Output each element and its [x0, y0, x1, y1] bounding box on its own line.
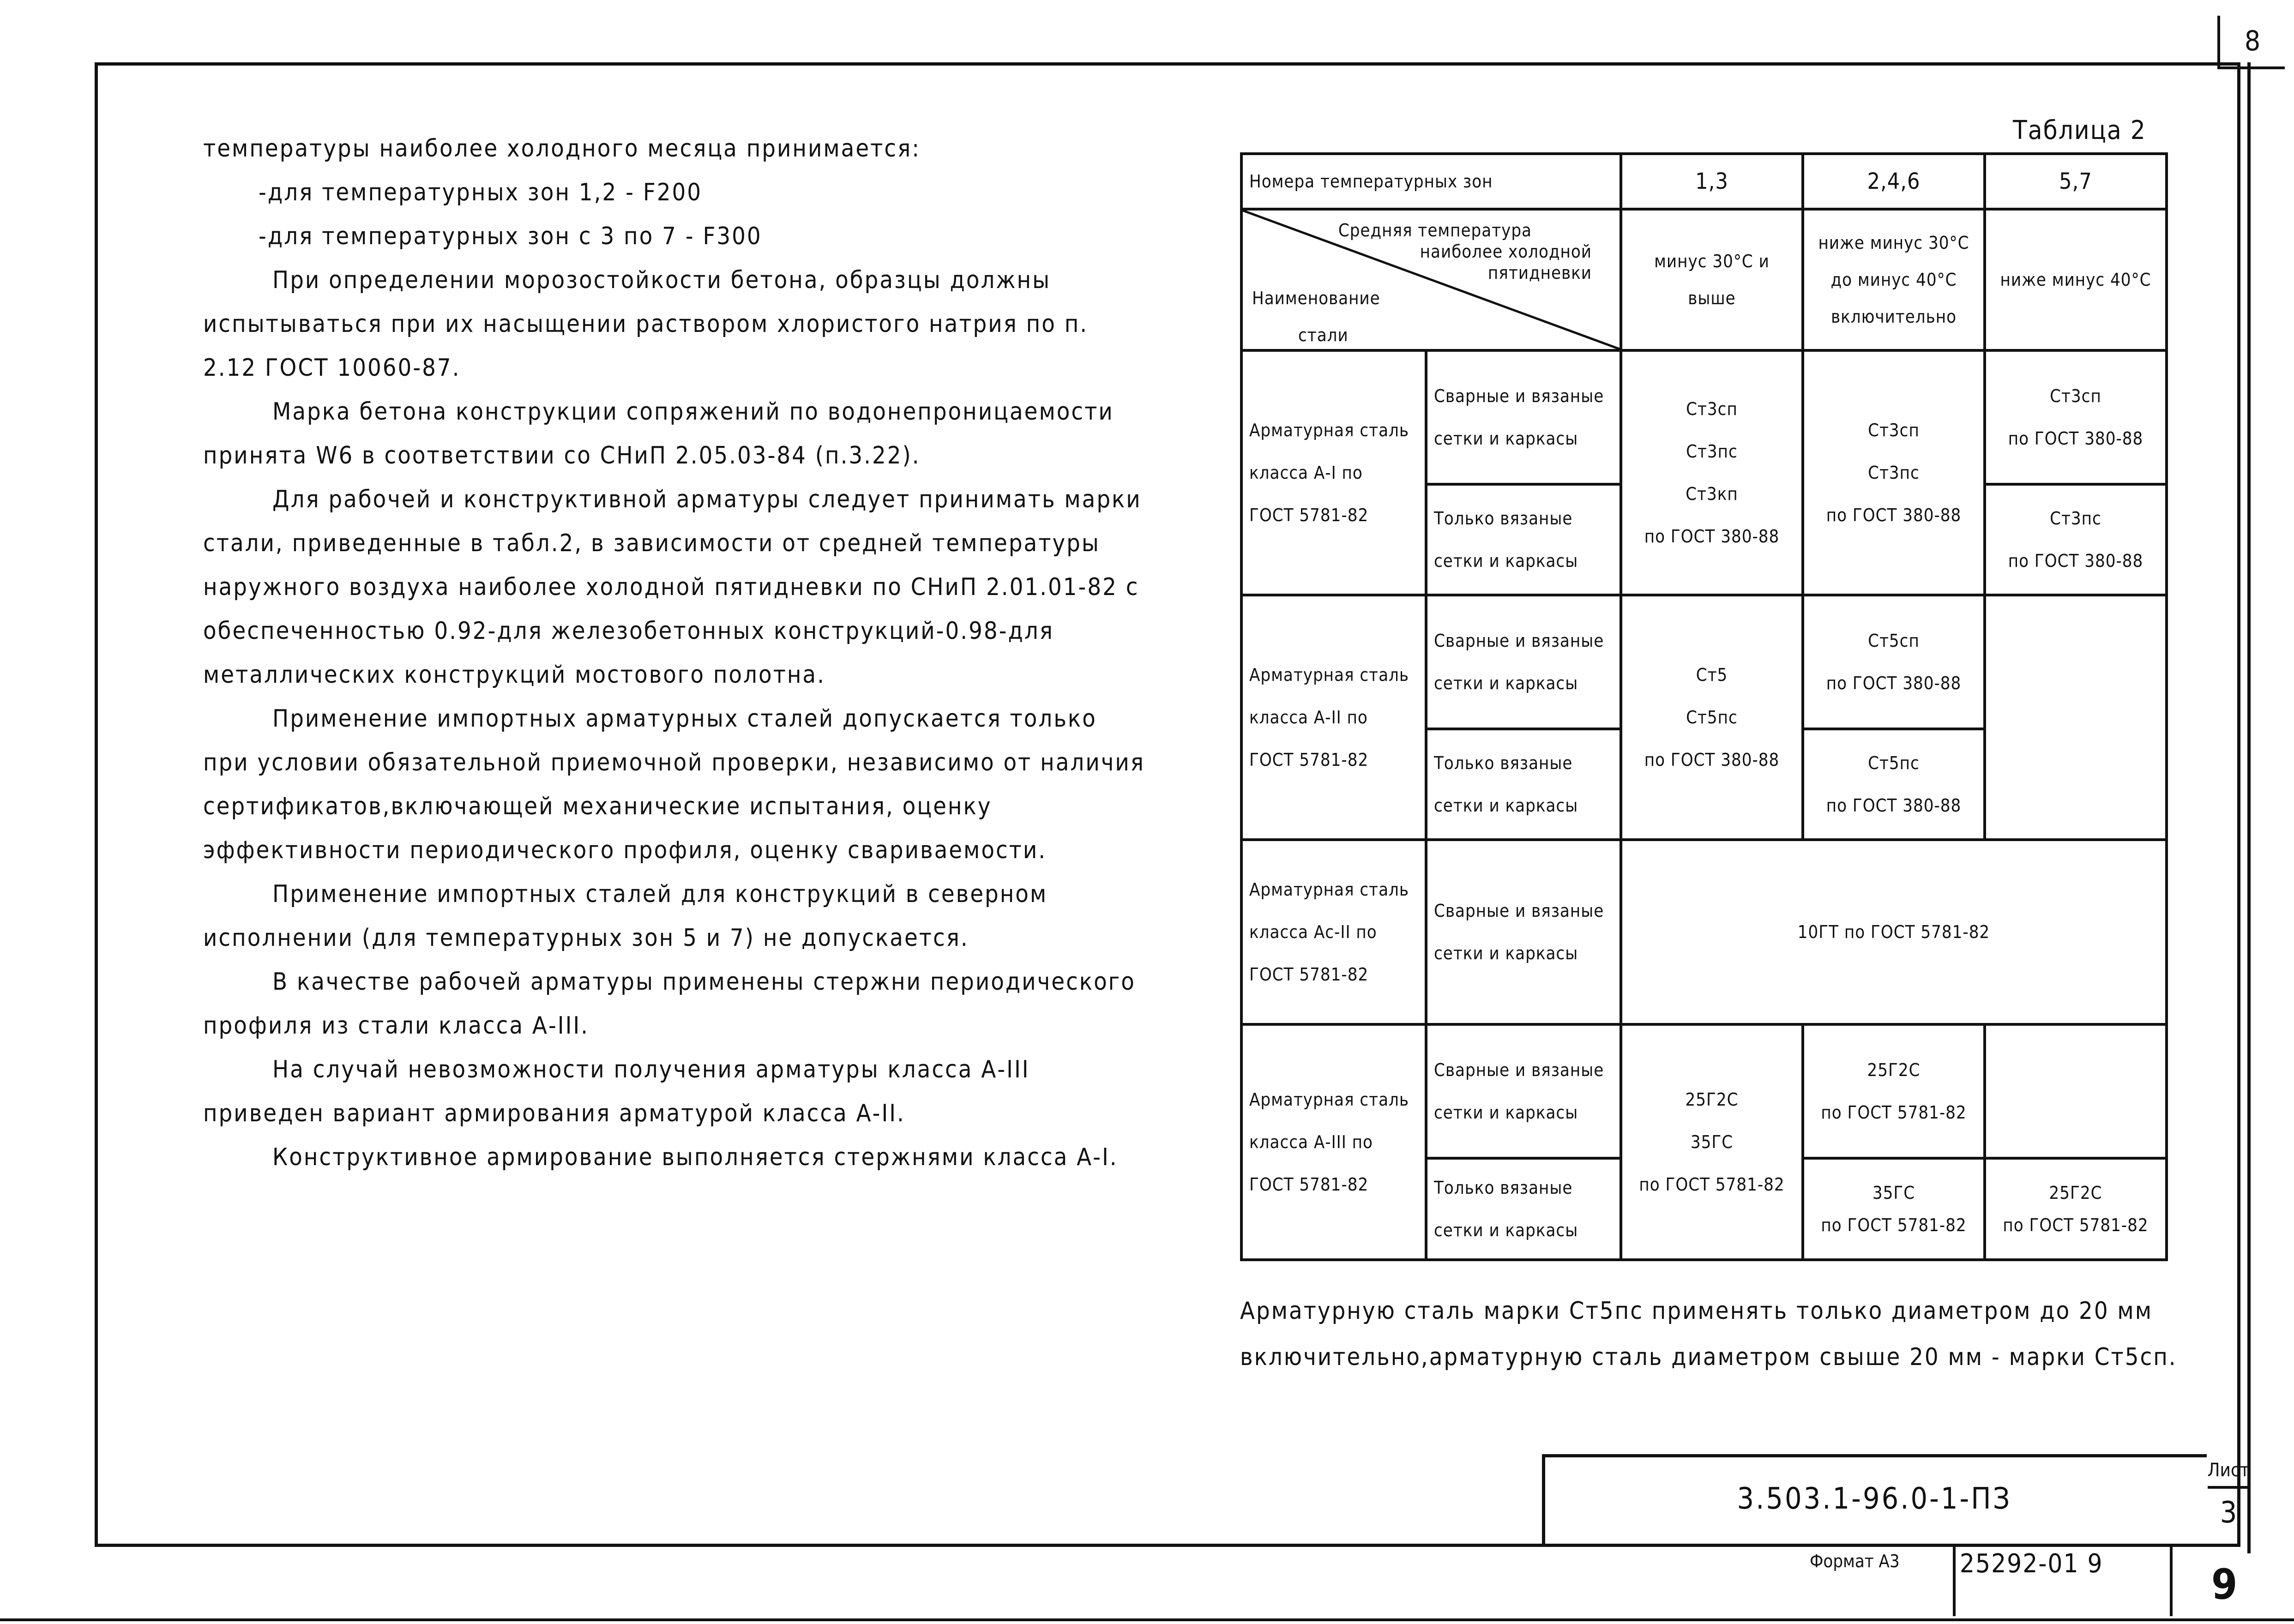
group3-type-line2: сетки и каркасы: [1434, 943, 1578, 963]
group3-type-line1: Сварные и вязаные: [1434, 901, 1604, 921]
body-text: [203, 127, 1150, 1179]
paragraph-0: температуры наиболее холодного месяца принимается:: [203, 135, 921, 162]
temp-b-3: включительно: [1830, 307, 1957, 327]
paragraph-working-rebar: В качестве рабочей арматуры применены стержни периодического профиля из стали класса А-III.: [203, 968, 1136, 1040]
diag-top-2: наиболее холодной: [1420, 241, 1592, 262]
paragraph-frost: При определении морозостойкости бетона, образцы должны испытываться при их насыщении раствором хлористого натрия по п. 2.12 ГОСТ 10060-87.: [203, 266, 1089, 382]
group1-name-2: класса А-I по: [1249, 463, 1363, 483]
group1-c2-cell: [1985, 484, 2167, 595]
zone-b-cell: 2,4,6: [1803, 154, 1985, 209]
group1-c2-1: Ст3пс: [2050, 508, 2101, 529]
group3-name-2: класса Ас-II по: [1249, 922, 1377, 942]
sheet-label: Лист: [2208, 1454, 2249, 1489]
group4-a-2: 35ГС: [1690, 1132, 1734, 1152]
group1-b-cell: [1803, 350, 1985, 595]
temp-c-cell: ниже минус 40°С: [1985, 209, 2167, 350]
group4-type2-cell: [1426, 1158, 1621, 1260]
group4-b1-2: по ГОСТ 5781-82: [1821, 1102, 1967, 1123]
sheet-number: 3: [2220, 1496, 2237, 1530]
group4-b2-2: по ГОСТ 5781-82: [1821, 1215, 1967, 1235]
group4-type1-line2: сетки и каркасы: [1434, 1102, 1578, 1123]
table-row: [1241, 209, 2167, 350]
group3-name-3: ГОСТ 5781-82: [1249, 964, 1369, 985]
group2-name-2: класса А-II по: [1249, 707, 1368, 728]
group1-a-4: по ГОСТ 380-88: [1644, 526, 1780, 547]
zone-a-cell: 1,3: [1621, 154, 1803, 209]
paragraph-alternative: На случай невозможности получения арматуры класса А-III приведен вариант армирования арматурой класса А-II.: [203, 1056, 1030, 1127]
group2-name-cell: [1241, 595, 1426, 840]
group4-type2-line2: сетки и каркасы: [1434, 1220, 1578, 1240]
group2-type1-line1: Сварные и вязаные: [1434, 631, 1604, 651]
group4-b1-1: 25Г2С: [1867, 1060, 1921, 1080]
diag-top-3: пятидневки: [1487, 263, 1592, 283]
table-row: [1241, 1024, 2167, 1158]
temp-b-cell: [1803, 209, 1985, 350]
paragraph-imported-steel: Применение импортных арматурных сталей допускается только при условии обязательной приемочной проверки, независимо от наличия сертификатов,включающей механические испытания, оценку эффективности периодического профиля, оценку свариваемости.: [203, 705, 1145, 864]
frame-right-edge: [2240, 62, 2251, 1553]
diagonal-header-cell: [1241, 209, 1621, 350]
table-row: [1241, 154, 2167, 209]
temp-b-2: до минус 40°С: [1830, 270, 1957, 290]
steel-grades-table: [1240, 152, 2168, 1261]
table-row: [1241, 350, 2167, 484]
temp-a-2: выше: [1688, 288, 1736, 308]
group1-c1-cell: [1985, 350, 2167, 484]
group2-a-1: Ст5: [1696, 665, 1728, 685]
group2-b1-2: по ГОСТ 380-88: [1826, 673, 1962, 693]
group2-a-2: Ст5пс: [1686, 707, 1738, 728]
paragraph-waterproof: Марка бетона конструкции сопряжений по водонепроницаемости принята W6 в соответствии со СНиП 2.05.03-84 (п.3.22).: [203, 398, 1114, 469]
group4-name-3: ГОСТ 5781-82: [1249, 1174, 1369, 1195]
group2-type2-line1: Только вязаные: [1434, 753, 1573, 773]
group1-a-cell: [1621, 350, 1803, 595]
group4-c2-cell: [1985, 1158, 2167, 1260]
group2-b2-cell: [1803, 729, 1985, 840]
group1-c2-2: по ГОСТ 380-88: [2008, 551, 2143, 571]
group2-name-1: Арматурная сталь: [1249, 665, 1409, 685]
temp-a-1: минус 30°С и: [1654, 251, 1770, 271]
group1-type2-line2: сетки и каркасы: [1434, 551, 1578, 571]
group2-b1-cell: [1803, 595, 1985, 729]
group1-a-2: Ст3пс: [1686, 441, 1738, 462]
group4-c2-1: 25Г2С: [2049, 1183, 2102, 1203]
temp-a-cell: [1621, 209, 1803, 350]
group4-b2-1: 35ГС: [1872, 1183, 1915, 1203]
zone-c-cell: 5,7: [1985, 154, 2167, 209]
corner-number: 8: [2217, 16, 2285, 69]
group4-c1-empty-cell: [1985, 1024, 2167, 1158]
document-code: 3.503.1-96.0-1-ПЗ: [1737, 1482, 2012, 1516]
group2-a-3: по ГОСТ 380-88: [1644, 750, 1780, 770]
list-item-zone37: -для температурных зон с 3 по 7 - F300: [259, 223, 762, 250]
paragraph-steel-grades: Для рабочей и конструктивной арматуры следует принимать марки стали, приведенные в табл.2, в зависимости от средней температуры наружного воздуха наиболее холодной пятидневки по СНиП 2.01.01-82 с обеспеченностью 0.92-для железобетонных конструкций-0.98-для металлических конструкций мостового полотна.: [203, 486, 1142, 689]
group4-b1-cell: [1803, 1024, 1985, 1158]
format-label: Формат А3: [1810, 1551, 1900, 1571]
group2-a-cell: [1621, 595, 1803, 840]
header-zones-cell: Номера температурных зон: [1241, 154, 1621, 209]
group1-b-2: Ст3пс: [1868, 463, 1920, 483]
group3-name-1: Арматурная сталь: [1249, 879, 1409, 900]
group1-a-3: Ст3кп: [1686, 484, 1738, 504]
group4-a-3: по ГОСТ 5781-82: [1639, 1174, 1785, 1195]
group2-type2-cell: [1426, 729, 1621, 840]
table-row: [1241, 840, 2167, 1024]
diag-bottom-1: Наименование: [1252, 288, 1380, 308]
table-caption: Таблица 2: [2013, 115, 2146, 145]
group4-c2-2: по ГОСТ 5781-82: [2003, 1215, 2149, 1235]
group4-name-1: Арматурная сталь: [1249, 1089, 1409, 1110]
group1-b-1: Ст3сп: [1868, 420, 1920, 440]
table-row: [1241, 595, 2167, 729]
group3-type-cell: [1426, 840, 1621, 1024]
group2-c-empty-cell: [1985, 595, 2167, 840]
paragraph-constructive: Конструктивное армирование выполняется стержнями класса А-I.: [272, 1143, 1118, 1171]
group2-b1-1: Ст5сп: [1868, 631, 1920, 651]
diag-top-1: Средняя температура: [1338, 220, 1532, 241]
paragraph-northern: Применение импортных сталей для конструкций в северном исполнении (для температурных зон 5 и 7) не допускается.: [203, 880, 1048, 952]
group4-type2-line1: Только вязаные: [1434, 1178, 1573, 1198]
group3-name-cell: [1241, 840, 1426, 1024]
group2-type1-cell: [1426, 595, 1621, 729]
group1-b-3: по ГОСТ 380-88: [1826, 505, 1962, 525]
page-number: 9: [2211, 1560, 2238, 1609]
group1-name-3: ГОСТ 5781-82: [1249, 505, 1369, 525]
group1-type2-cell: [1426, 484, 1621, 595]
group2-b2-1: Ст5пс: [1868, 753, 1920, 773]
group1-c1-2: по ГОСТ 380-88: [2008, 428, 2143, 449]
group2-type1-line2: сетки и каркасы: [1434, 673, 1578, 693]
group4-a-1: 25Г2С: [1685, 1089, 1739, 1110]
table-note: Арматурную сталь марки Ст5пс применять только диаметром до 20 мм включительно,арматурную сталь диаметром свыше 20 мм - марки Ст5сп.: [1240, 1297, 2177, 1371]
group2-b2-2: по ГОСТ 380-88: [1826, 795, 1962, 816]
diag-bottom-2: стали: [1298, 325, 1349, 345]
group1-type1-cell: [1426, 350, 1621, 484]
temp-b-1: ниже минус 30°С: [1818, 233, 1969, 253]
group2-type2-line2: сетки и каркасы: [1434, 795, 1578, 816]
group4-name-2: класса А-III по: [1249, 1132, 1373, 1152]
list-item-zone12: -для температурных зон 1,2 - F200: [259, 179, 703, 206]
group2-name-3: ГОСТ 5781-82: [1249, 750, 1369, 770]
group4-b2-cell: [1803, 1158, 1985, 1260]
group4-type1-cell: [1426, 1024, 1621, 1158]
group1-name-cell: [1241, 350, 1426, 595]
group1-a-1: Ст3сп: [1686, 399, 1738, 419]
bottom-rule: [0, 1618, 2294, 1621]
group4-type1-line1: Сварные и вязаные: [1434, 1060, 1604, 1080]
group1-name-1: Арматурная сталь: [1249, 420, 1409, 440]
inventory-number: 25292-01 9: [1960, 1549, 2103, 1579]
group1-c1-1: Ст3сп: [2050, 386, 2101, 406]
group1-type2-line1: Только вязаные: [1434, 508, 1573, 529]
group3-value-cell: 10ГТ по ГОСТ 5781-82: [1621, 840, 2167, 1024]
group1-type1-line1: Сварные и вязаные: [1434, 386, 1604, 406]
group1-type1-line2: сетки и каркасы: [1434, 428, 1578, 449]
group4-a-cell: [1621, 1024, 1803, 1260]
group4-name-cell: [1241, 1024, 1426, 1260]
